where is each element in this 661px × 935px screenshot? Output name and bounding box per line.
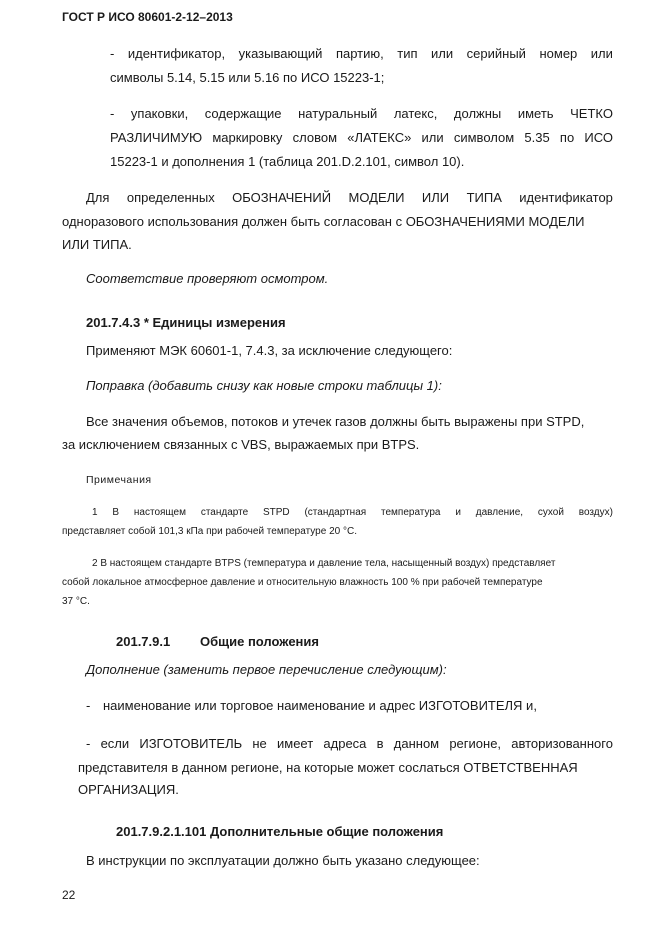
word: стандарте (200, 507, 249, 518)
word: должны (453, 106, 502, 121)
word: температура (381, 507, 441, 518)
word: давление, (475, 507, 524, 518)
units-body-line-1: Все значения объемов, потоков и утечек газов должны быть выражены при STPD, (86, 414, 585, 429)
word: серийный (466, 46, 526, 61)
notes-title: Примечания (86, 474, 152, 486)
word: идентификатор (519, 190, 613, 205)
general-item-2-line-1 (86, 736, 613, 751)
general-item-1: наименование или торговое наименование и адрес ИЗГОТОВИТЕЛЯ и, (103, 698, 537, 713)
word: содержащие (204, 106, 282, 121)
word: партию, (335, 46, 384, 61)
word: латекс, (393, 106, 438, 121)
word: номер (539, 46, 578, 61)
word: или (421, 130, 444, 145)
word: - (110, 106, 115, 121)
word: - (86, 736, 91, 751)
model-paragraph-line-3: ИЛИ ТИПА. (62, 237, 132, 252)
list-item-1-line-1 (110, 46, 613, 61)
compliance-check: Соответствие проверяют осмотром. (86, 271, 329, 286)
general-item-2-line-3: ОРГАНИЗАЦИЯ. (78, 782, 179, 797)
word: упаковки, (130, 106, 189, 121)
word: идентификатор, (127, 46, 226, 61)
general-item-1-dash: - (86, 698, 91, 713)
word: и (455, 507, 461, 518)
word: РАЗЛИЧИМУЮ (110, 130, 203, 145)
section-number-general: 201.7.9.1 (116, 634, 171, 649)
word: или (590, 46, 613, 61)
general-addition-text: Дополнение (заменить первое перечисление следующим): (86, 662, 447, 677)
word: регионе, (449, 736, 502, 751)
word: ЧЕТКО (570, 106, 613, 121)
word: словом (292, 130, 338, 145)
note-1-line-2: представляет собой 101,3 кПа при рабочей температуре 20 °С. (62, 526, 357, 537)
section-heading-additional: 201.7.9.2.1.101 Дополнительные общие положения (116, 824, 444, 839)
word: натуральный (298, 106, 378, 121)
units-body-line-2: за исключением связанных с VBS, выражаемых при BTPS. (62, 437, 420, 452)
word: воздух) (578, 507, 613, 518)
list-item-1-line-2: символы 5.14, 5.15 или 5.16 по ИСО 15223-1; (110, 70, 385, 85)
list-item-2-line-1 (110, 106, 613, 121)
section-title-general: Общие положения (200, 634, 319, 649)
word: данном (393, 736, 440, 751)
word: ИСО (584, 130, 613, 145)
word: авторизованного (511, 736, 613, 751)
word: «ЛАТЕКС» (347, 130, 412, 145)
word: или (431, 46, 454, 61)
word: указывающий (238, 46, 323, 61)
word: имеет (277, 736, 314, 751)
note-2-line-1: 2 В настоящем стандарте BTPS (температура и давление тела, насыщенный воздух) представляет (92, 558, 556, 569)
word: ИЛИ (421, 190, 450, 205)
word: В (112, 507, 120, 518)
word: Для (86, 190, 110, 205)
word: (стандартная (304, 507, 367, 518)
word: маркировку (212, 130, 283, 145)
general-item-2-line-2: представителя в данном регионе, на которые может сослаться ОТВЕТСТВЕННАЯ (78, 760, 578, 775)
word: ТИПА (466, 190, 502, 205)
word: сухой (537, 507, 564, 518)
word: настоящем (133, 507, 186, 518)
list-item-2-line-3: 15223-1 и дополнения 1 (таблица 201.D.2.101, символ 10). (110, 154, 465, 169)
model-paragraph-line-2: одноразового использования должен быть согласован с ОБОЗНАЧЕНИЯМИ МОДЕЛИ (62, 214, 585, 229)
word: ИЗГОТОВИТЕЛЬ (139, 736, 243, 751)
additional-body-text: В инструкции по эксплуатации должно быть указано следующее: (86, 853, 480, 868)
word: адреса (323, 736, 367, 751)
page-number: 22 (62, 888, 76, 902)
word: 5.35 (524, 130, 550, 145)
document-header: ГОСТ Р ИСО 80601-2-12–2013 (62, 10, 233, 24)
word: по (559, 130, 575, 145)
word: 1 (92, 507, 98, 518)
word: символом (453, 130, 515, 145)
units-apply-text: Применяют МЭК 60601-1, 7.4.3, за исключение следующего: (86, 343, 453, 358)
word: иметь (517, 106, 554, 121)
note-2-line-2: собой локальное атмосферное давление и относительную влажность 100 % при рабочей температуре (62, 577, 543, 588)
word: если (100, 736, 130, 751)
word: не (252, 736, 267, 751)
note-1-line-1 (92, 507, 613, 518)
units-amendment-text: Поправка (добавить снизу как новые строки таблицы 1): (86, 378, 442, 393)
section-heading-units: 201.7.4.3 * Единицы измерения (86, 315, 286, 330)
model-paragraph-line-1 (86, 190, 613, 205)
word: ОБОЗНАЧЕНИЙ (232, 190, 332, 205)
note-2-line-3: 37 °С. (62, 596, 90, 607)
word: - (110, 46, 115, 61)
word: МОДЕЛИ (348, 190, 405, 205)
word: тип (397, 46, 418, 61)
word: STPD (262, 507, 290, 518)
list-item-2-line-2 (110, 130, 613, 145)
word: определенных (126, 190, 215, 205)
word: в (376, 736, 384, 751)
